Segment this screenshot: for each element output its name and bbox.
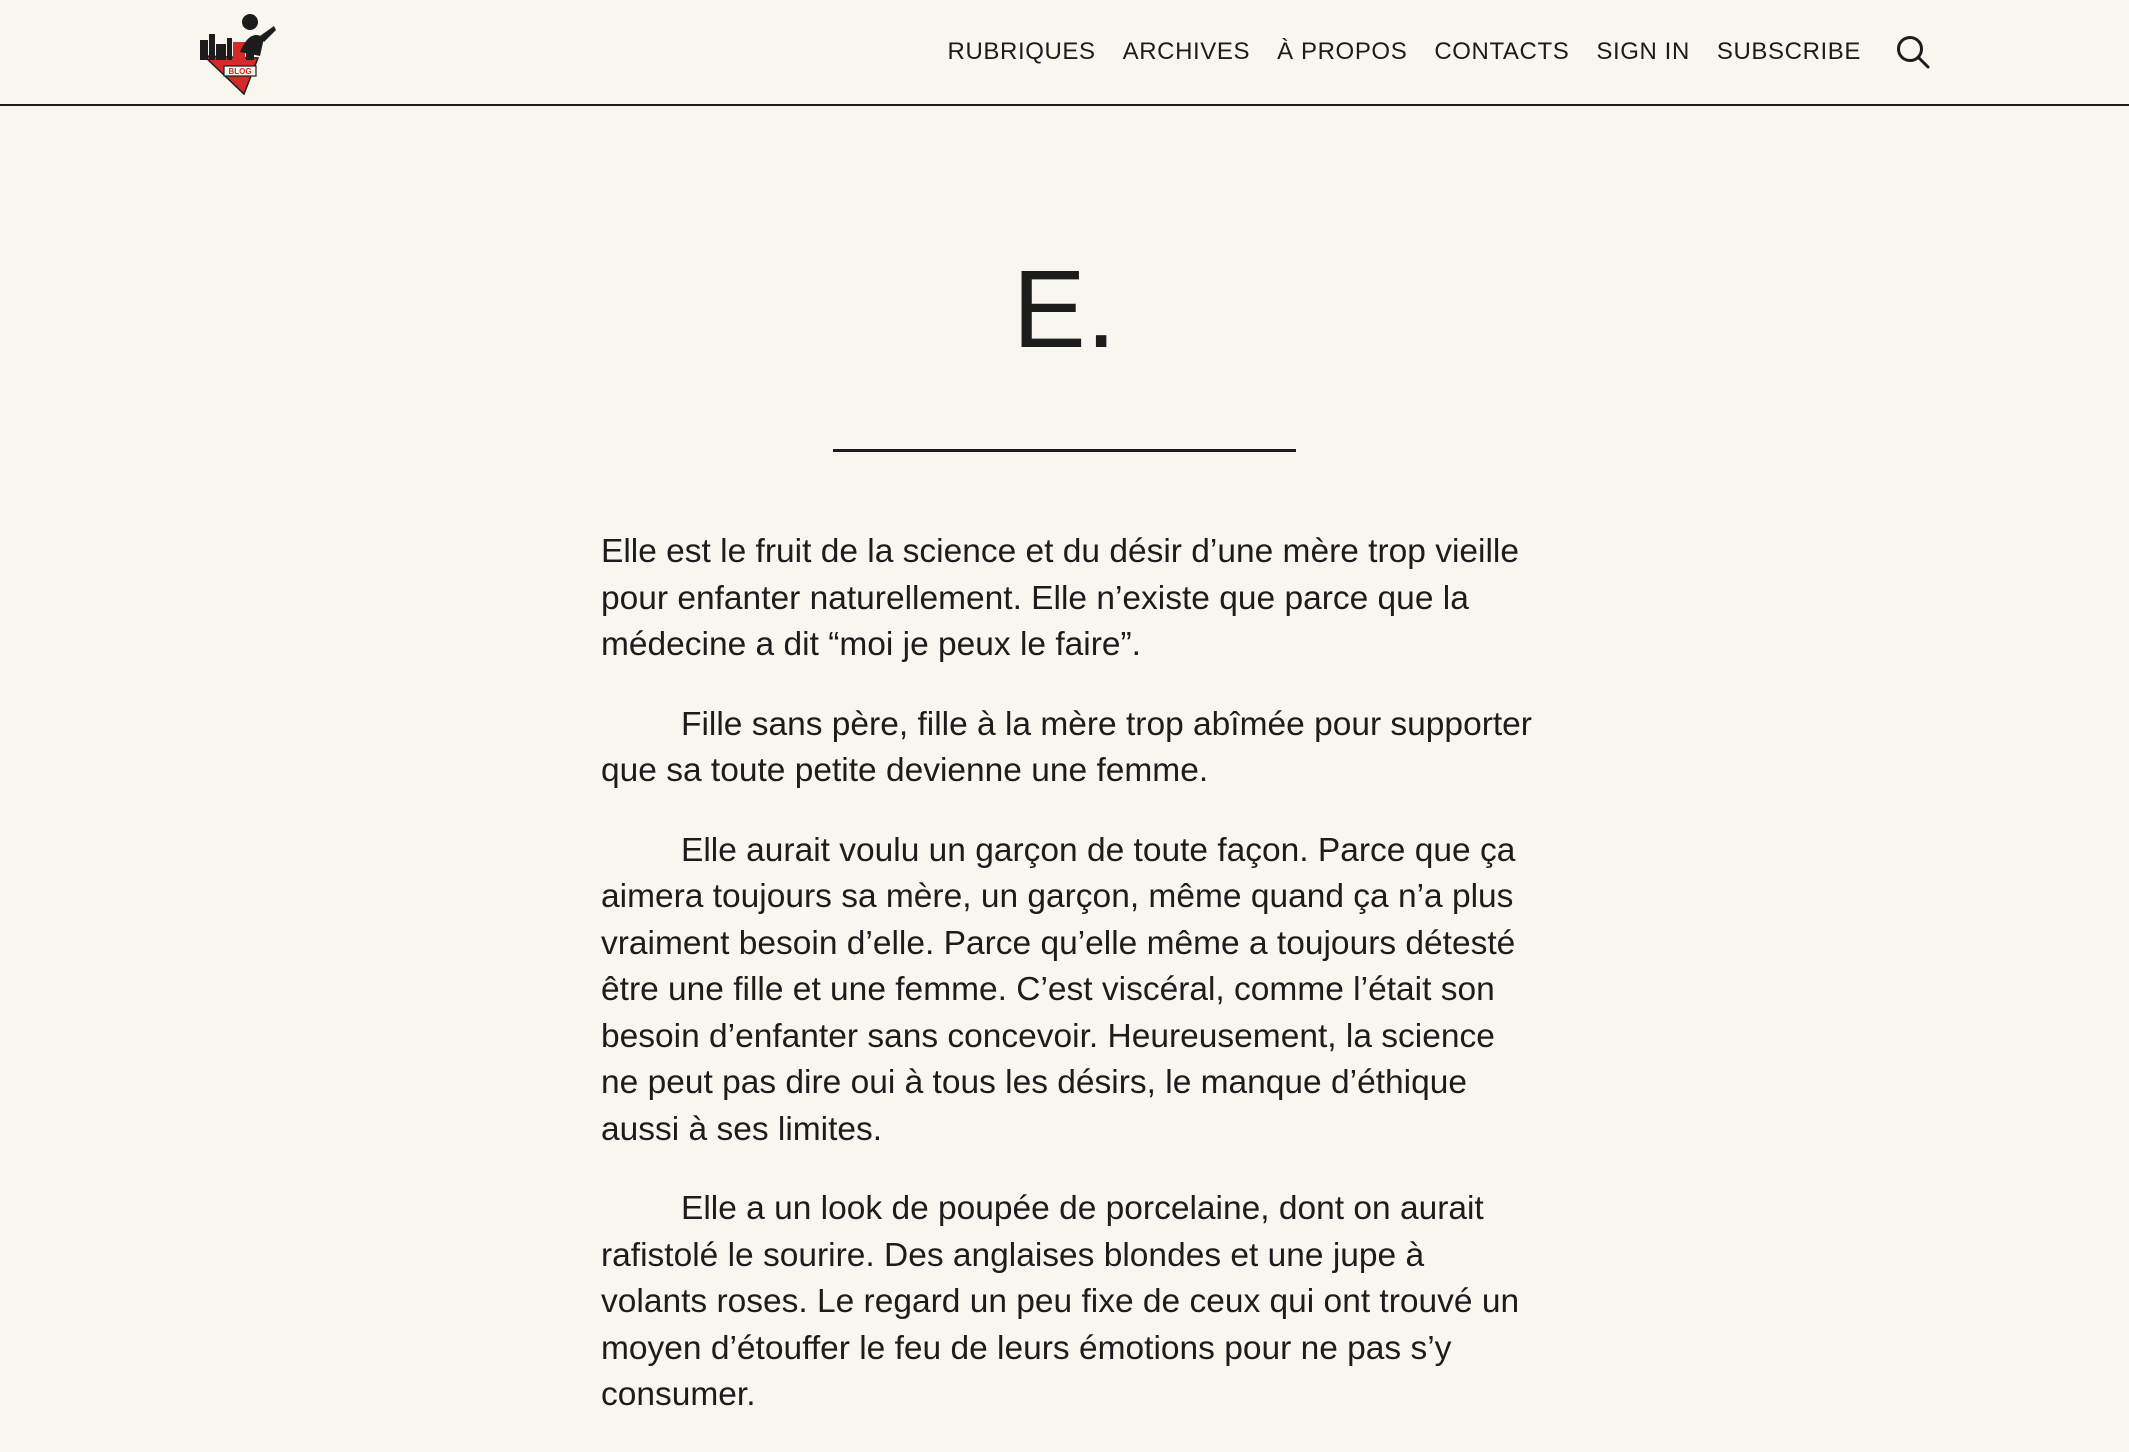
- site-logo[interactable]: [194, 12, 282, 96]
- nav-archives[interactable]: ARCHIVES: [1122, 38, 1251, 65]
- main-nav: [948, 32, 1861, 72]
- logo-emblem-icon: [194, 12, 282, 96]
- nav-a-propos[interactable]: À PROPOS: [1277, 38, 1408, 65]
- nav-rubriques[interactable]: RUBRIQUES: [947, 38, 1096, 65]
- article-body: [601, 529, 1536, 1452]
- search-button[interactable]: [1893, 32, 1933, 72]
- logo-text: BLOG: [228, 67, 252, 76]
- article-paragraph: Fille sans père, fille à la mère trop abîmée pour supporter que sa toute petite devienne une femme.: [601, 705, 1532, 789]
- nav-subscribe[interactable]: SUBSCRIBE: [1716, 38, 1861, 65]
- title-divider: [833, 449, 1296, 452]
- article-paragraph: Elle aurait voulu un garçon de toute façon. Parce que ça aimera toujours sa mère, un garçon, même quand ça n’a plus vraiment besoin d’elle. Parce qu’elle même a toujours détesté être une fille et une femme. C’est viscéral, comme l’était son besoin d’enfanter sans concevoir. Heureusement, la science ne peut pas dire oui à tous les désirs, le manque d’éthique aussi à ses limites.: [601, 831, 1516, 1148]
- article-paragraph: Elle a un look de poupée de porcelaine, dont on aurait rafistolé le sourire. Des anglaises blondes et une jupe à volants roses. Le regard un peu fixe de ceux qui ont trouvé un moyen d’étouffer le feu de leurs émotions pour ne pas s’y consumer.: [601, 1190, 1520, 1413]
- nav-sign-in[interactable]: SIGN IN: [1596, 38, 1690, 65]
- search-icon: [1893, 32, 1933, 72]
- site-header: [0, 0, 2129, 106]
- article-paragraph: Elle est le fruit de la science et du désir d’une mère trop vieille pour enfanter naturellement. Elle n’existe que parce que la médecine a dit “moi je peux le faire”.: [601, 533, 1519, 663]
- nav-contacts[interactable]: CONTACTS: [1434, 38, 1570, 65]
- article-title: E.: [1012, 248, 1117, 371]
